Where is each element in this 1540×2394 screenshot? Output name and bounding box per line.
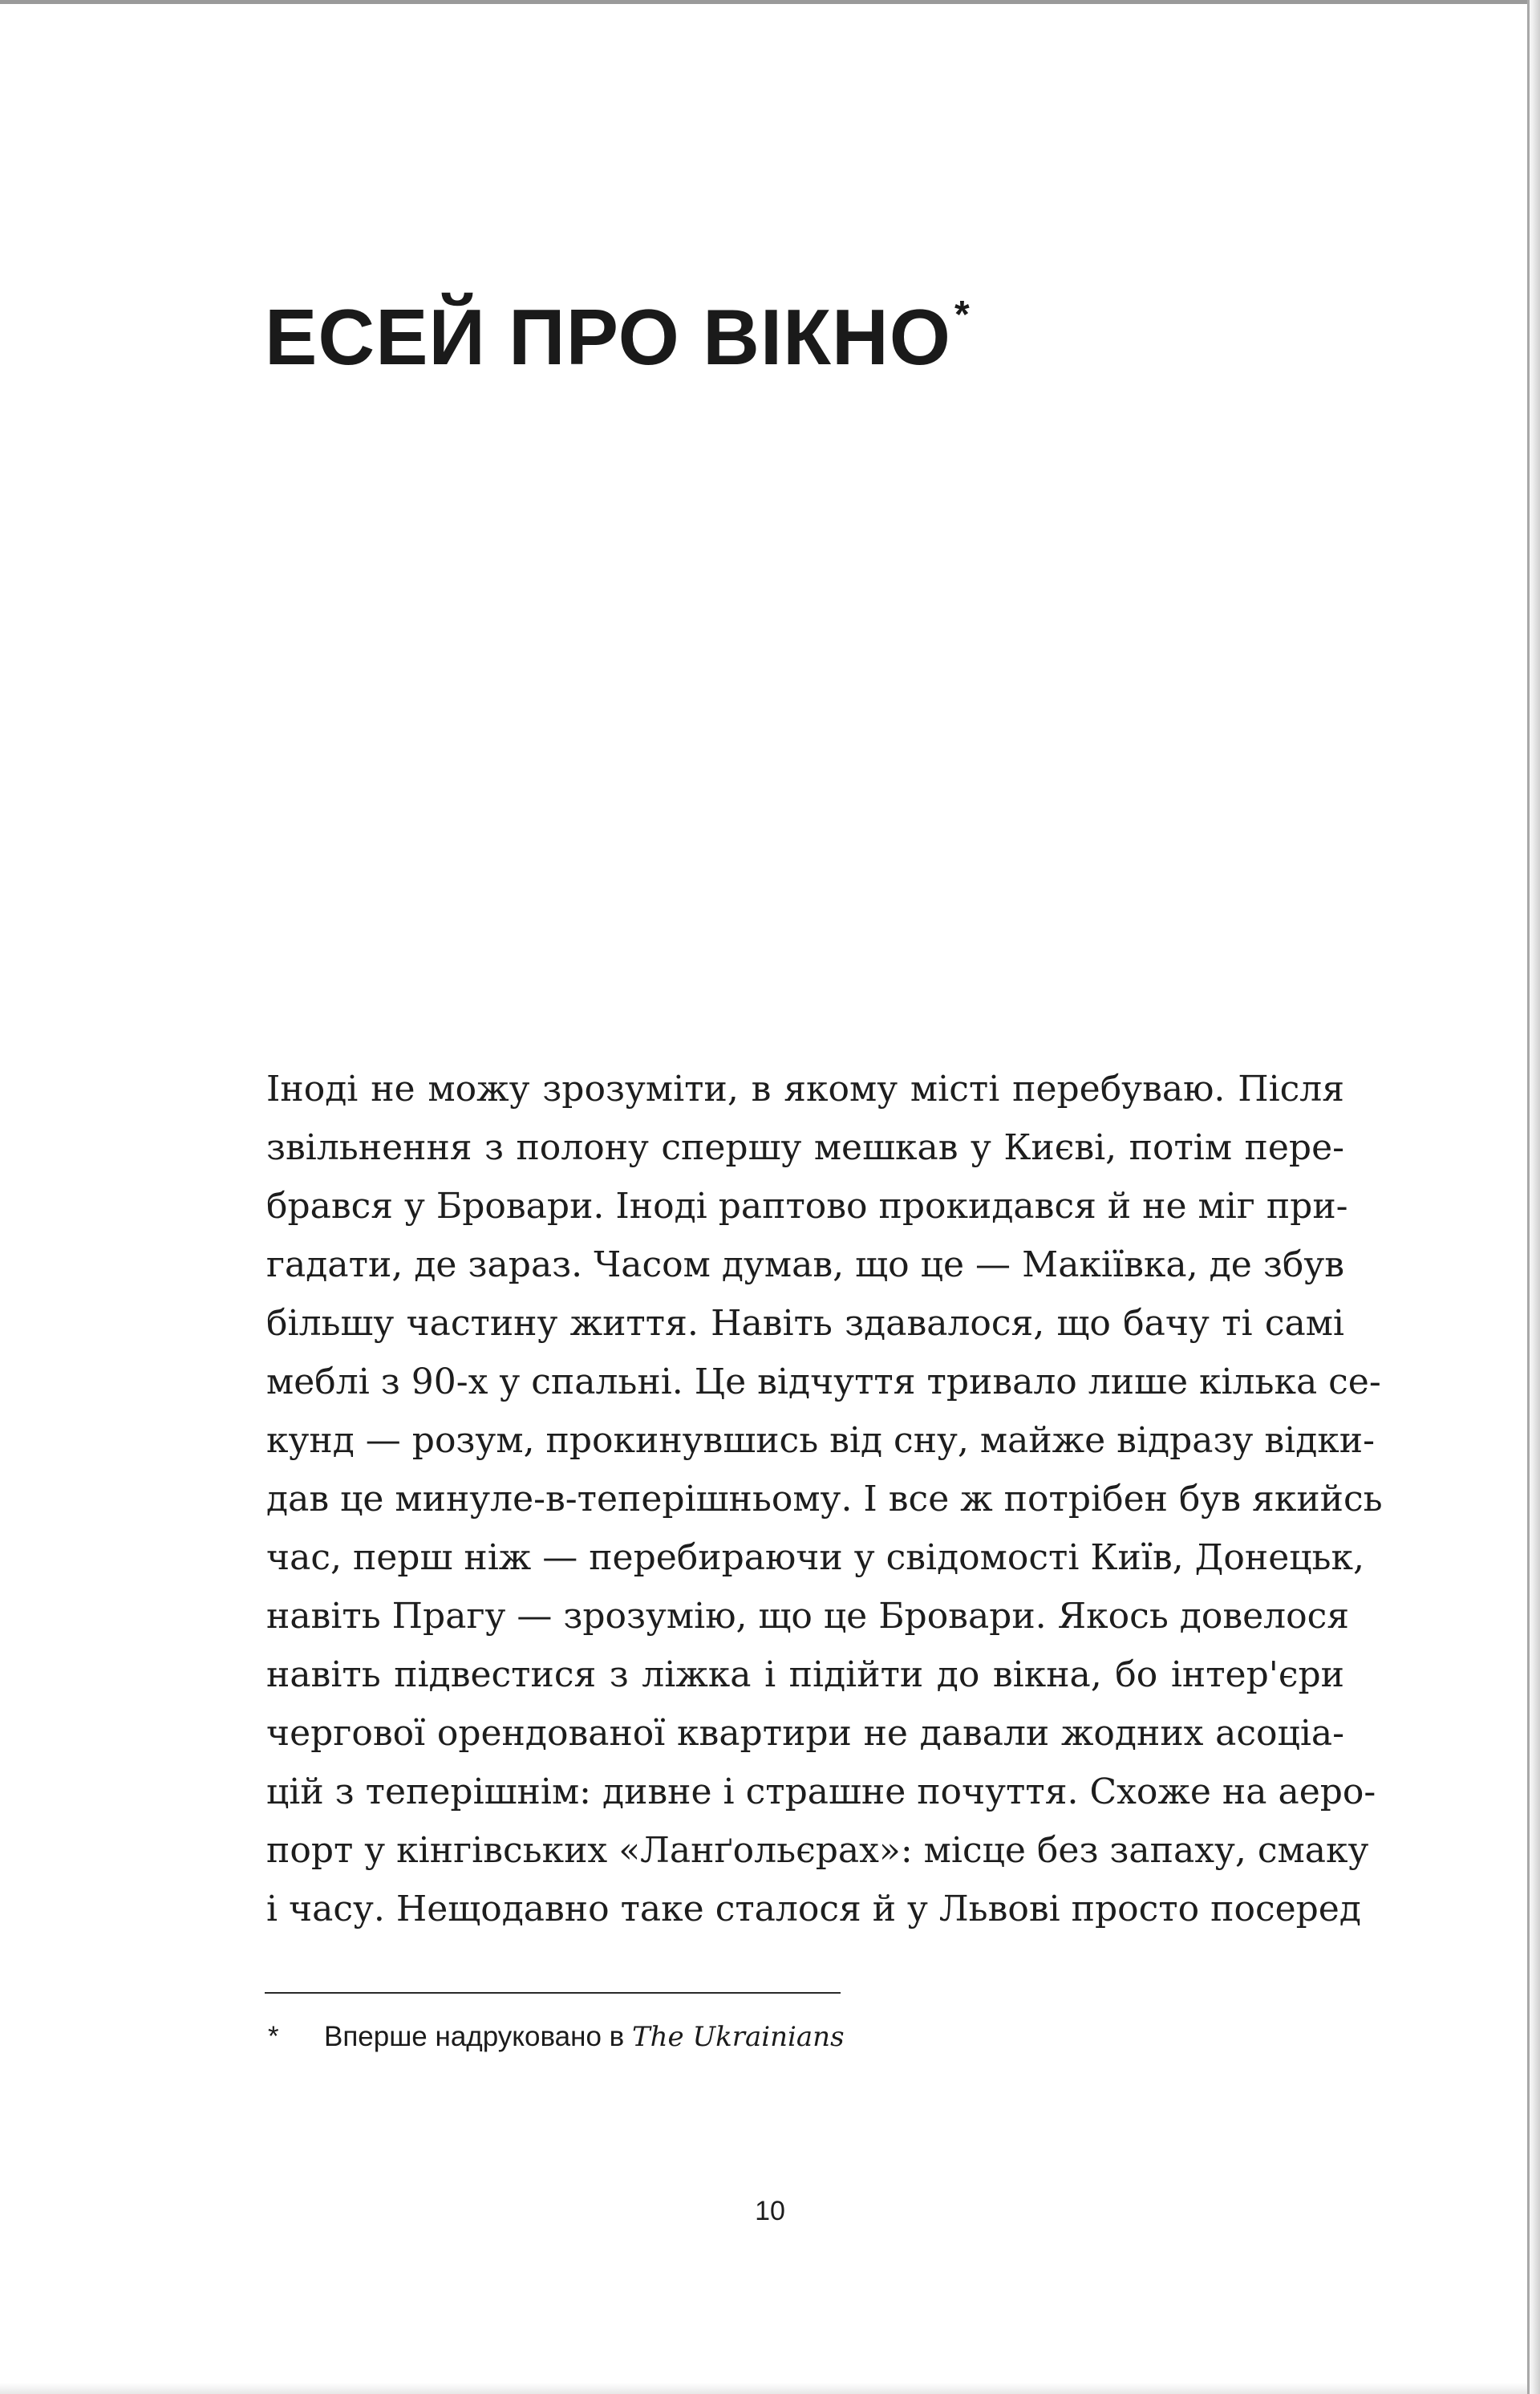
body-line: звільнення з полону спершу мешкав у Києві, потім пере- [266, 1127, 1344, 1168]
body-line: навіть Прагу — зрозумію, що це Бровари. Якось довелося [266, 1596, 1349, 1637]
body-line: дав це минуле-в-теперішньому. І все ж потрібен був якийсь [266, 1479, 1383, 1520]
footnote-text: Вперше надруковано в [324, 2021, 632, 2052]
footnote-divider [265, 1992, 841, 1994]
page-number: 10 [755, 2196, 785, 2226]
body-line: брався у Бровари. Іноді раптово прокидався й не міг при- [266, 1186, 1348, 1227]
footnote [268, 2019, 845, 2055]
body-line: більшу частину життя. Навіть здавалося, що бачу ті самі [266, 1303, 1344, 1344]
body-line: чергової орендованої квартири не давали жодних асоціа- [266, 1713, 1344, 1754]
body-line: порт у кінгівських «Ланґольєрах»: місце без запаху, смаку [266, 1830, 1369, 1871]
footnote-marker: * [268, 2021, 279, 2052]
page-top-edge [0, 0, 1528, 4]
chapter-title-footnote-marker: * [954, 294, 971, 336]
body-line: меблі з 90-х у спальні. Це відчуття тривало лише кілька се- [266, 1361, 1381, 1402]
body-line: кунд — розум, прокинувшись від сну, майже відразу відки- [266, 1420, 1376, 1461]
body-line: час, перш ніж — перебираючи у свідомості Київ, Донецьк, [266, 1537, 1364, 1578]
page-bottom-shadow [0, 2383, 1527, 2394]
body-text [266, 1060, 1383, 1938]
body-line: і часу. Нещодавно таке сталося й у Львові просто посеред [266, 1889, 1361, 1929]
footnote-source: The Ukrainians [631, 2021, 845, 2053]
chapter-title [265, 289, 971, 385]
body-line: Іноді не можу зрозуміти, в якому місті перебуваю. Після [266, 1069, 1344, 1110]
body-line: цій з теперішнім: дивне і страшне почуття. Схоже на аеро- [266, 1771, 1376, 1812]
body-line: гадати, де зараз. Часом думав, що це — Макіївка, де збув [266, 1244, 1344, 1285]
chapter-title-text: ЕСЕЙ ПРО ВІКНО [265, 293, 951, 381]
body-line: навіть підвестися з ліжка і підійти до вікна, бо інтер'єри [266, 1654, 1344, 1695]
page-right-edge [1527, 0, 1540, 2394]
